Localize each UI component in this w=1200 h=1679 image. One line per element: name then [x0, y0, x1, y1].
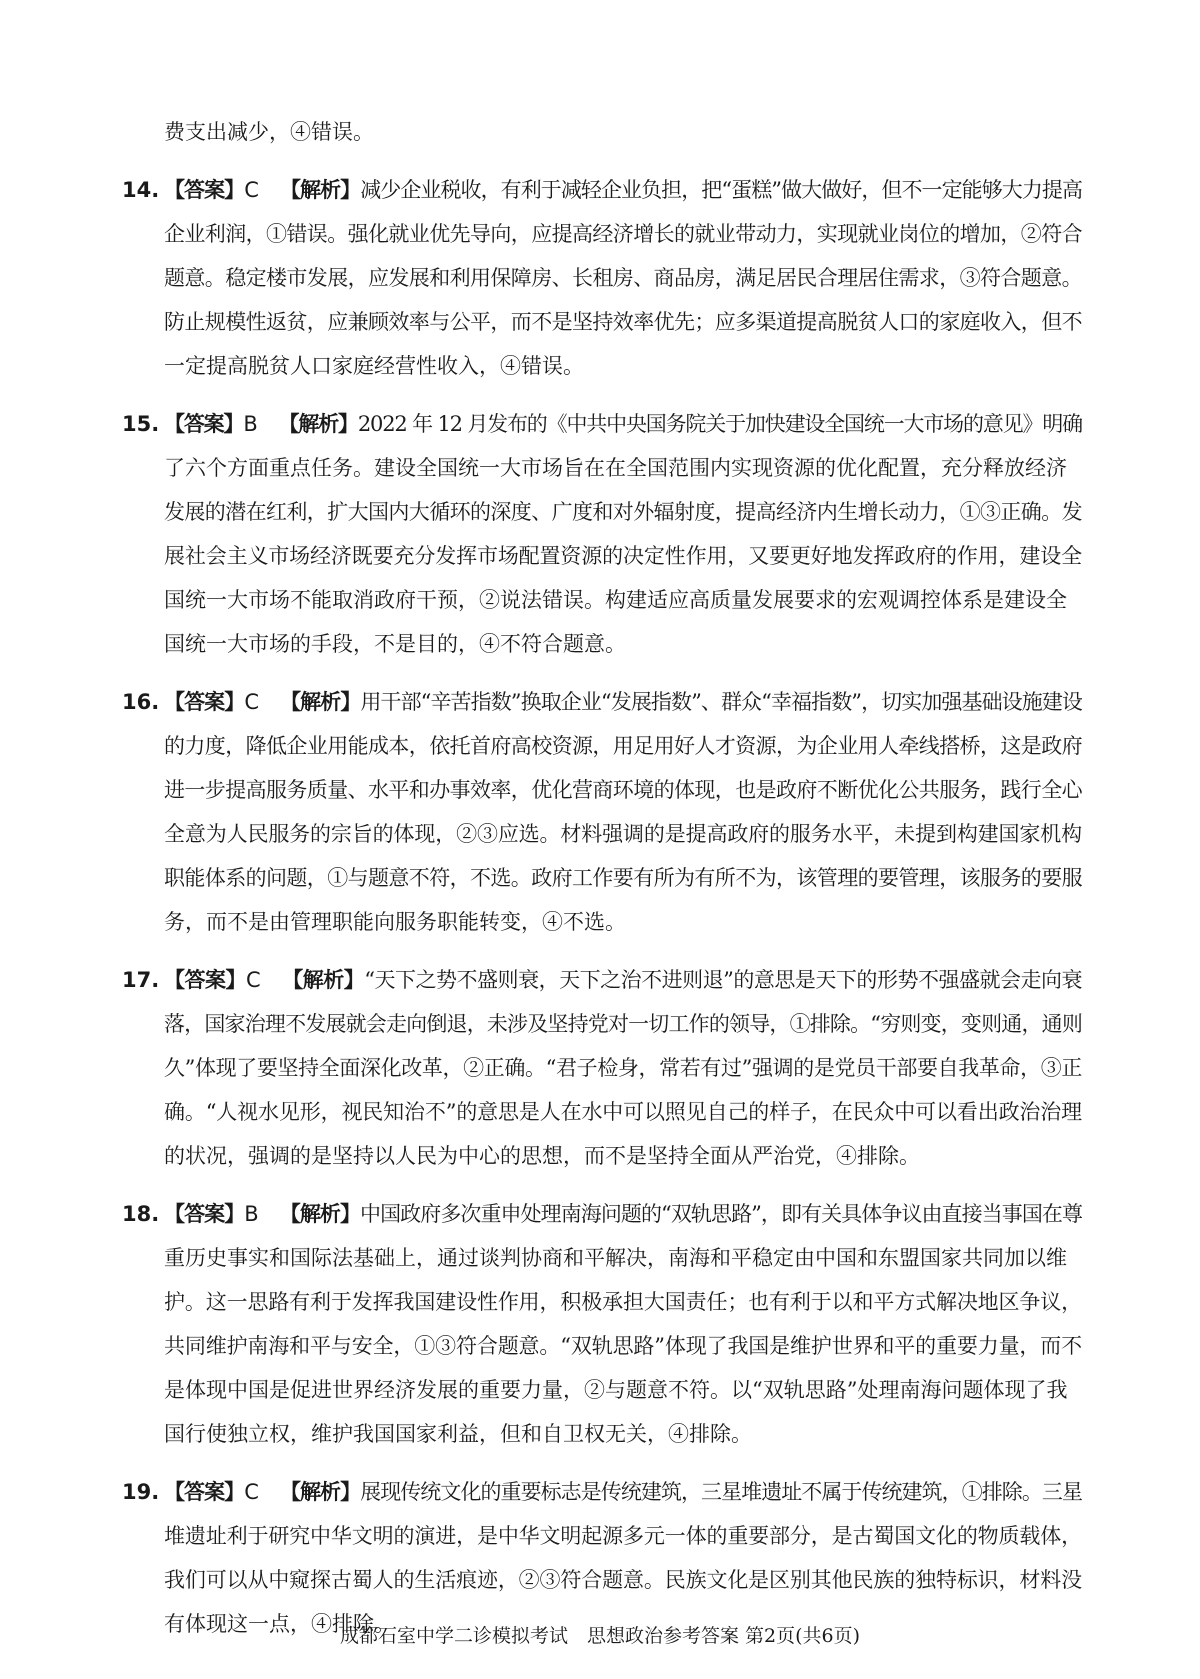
answer-text-line: [164, 958, 1082, 1002]
analysis-text: 减少企业税收，有利于减轻企业负担，把“蛋糕”做大做好，但不一定能够大力提高: [360, 178, 1082, 202]
answer-item: [122, 1470, 1082, 1646]
answer-text-line: 落，国家治理不发展就会走向倒退，未涉及坚持党对一切工作的领导，①排除。“穷则变，变则通，通则: [164, 1012, 1082, 1036]
answer-text: [122, 402, 1082, 666]
answer-text-line: 进一步提高服务质量、水平和办事效率，优化营商环境的体现，也是政府不断优化公共服务，践行全心: [164, 778, 1082, 802]
answer-text-line: 护。这一思路有利于发挥我国建设性作用，积极承担大国责任；也有利于以和平方式解决地区争议，: [164, 1290, 1082, 1314]
answer-text-line: 企业利润，①错误。强化就业优先导向，应提高经济增长的就业带动力，实现就业岗位的增加，②符合: [164, 222, 1082, 246]
answer-letter: B: [243, 412, 257, 436]
question-number: 14.: [122, 178, 160, 202]
answer-text: [122, 1470, 1082, 1646]
answer-text-line: 国统一大市场不能取消政府干预，②说法错误。构建适应高质量发展要求的宏观调控体系是建设全: [164, 588, 1067, 612]
answer-text-line: 共同维护南海和平与安全，①③符合题意。“双轨思路”体现了我国是维护世界和平的重要力量，而不: [164, 1334, 1082, 1358]
answer-letter: C: [244, 690, 259, 714]
answer-item: [122, 1192, 1082, 1456]
answer-text-line: 国统一大市场的手段，不是目的，④不符合题意。: [164, 632, 626, 656]
answer-text-line: [164, 168, 1082, 212]
answer-text-line: 重历史事实和国际法基础上，通过谈判协商和平解决，南海和平稳定由中国和东盟国家共同加以维: [164, 1246, 1067, 1270]
analysis-text: 展现传统文化的重要标志是传统建筑，三星堆遗址不属于传统建筑，①排除。三星: [360, 1480, 1082, 1504]
answer-text-line: 确。“人视水见形，视民知治不”的意思是人在水中可以照见自己的样子，在民众中可以看出政治治理: [164, 1100, 1082, 1124]
question-number: 18.: [122, 1202, 160, 1226]
answer-text-line: 是体现中国是促进世界经济发展的重要力量，②与题意不符。以“双轨思路”处理南海问题体现了我: [164, 1378, 1068, 1402]
answer-text: [122, 168, 1082, 388]
analysis-tag: 【解析】: [278, 411, 358, 436]
answer-tag: 【答案】: [164, 1201, 245, 1226]
answer-text-line: 题意。稳定楼市发展，应发展和利用保障房、长租房、商品房，满足居民合理居住需求，③符合题意。: [164, 266, 1082, 290]
answer-text-line: [164, 402, 1082, 446]
answer-text-line: [164, 680, 1082, 724]
page-footer: 成都石室中学二诊模拟考试 思想政治参考答案 第2页(共6页): [339, 1625, 861, 1647]
answer-item-list: [122, 168, 1082, 1646]
answer-letter: C: [246, 968, 261, 992]
answer-text-line: 发展的潜在红利，扩大国内大循环的深度、广度和对外辐射度，提高经济内生增长动力，①③正确。发: [164, 500, 1082, 524]
answer-text-line: [164, 1192, 1082, 1236]
answer-content: [122, 110, 1082, 1646]
question-number: 17.: [122, 968, 160, 992]
answer-text: [122, 1192, 1082, 1456]
answer-text-line: 久”体现了要坚持全面深化改革，②正确。“君子检身，常若有过”强调的是党员干部要自我革命，③正: [164, 1056, 1082, 1080]
analysis-text: “天下之势不盛则衰，天下之治不进则退”的意思是天下的形势不强盛就会走向衰: [364, 968, 1082, 992]
answer-tag: 【答案】: [164, 411, 244, 436]
answer-tag: 【答案】: [164, 177, 245, 202]
answer-text-line: 有体现这一点，④排除。: [164, 1612, 395, 1636]
answer-text-line: 务，而不是由管理职能向服务职能转变，④不选。: [164, 910, 626, 934]
answer-text-line: 防止规模性返贫，应兼顾效率与公平，而不是坚持效率优先；应多渠道提高脱贫人口的家庭收入，但不: [164, 310, 1082, 334]
analysis-tag: 【解析】: [279, 177, 361, 202]
answer-text-line: 了六个方面重点任务。建设全国统一大市场旨在在全国范围内实现资源的优化配置，充分释放经济: [164, 456, 1067, 480]
answer-text: [122, 680, 1082, 944]
question-number: 19.: [122, 1480, 160, 1504]
analysis-text: 中国政府多次重申处理南海问题的“双轨思路”，即有关具体争议由直接当事国在尊: [360, 1202, 1082, 1226]
answer-text-line: 我们可以从中窥探古蜀人的生活痕迹，②③符合题意。民族文化是区别其他民族的独特标识，材料没: [164, 1568, 1082, 1592]
answer-text-line: 一定提高脱贫人口家庭经营性收入，④错误。: [164, 354, 584, 378]
answer-text-line: 职能体系的问题，①与题意不符，不选。政府工作要有所为有所不为，该管理的要管理，该服务的要服: [164, 866, 1082, 890]
answer-text-line: 的力度，降低企业用能成本，依托首府高校资源，用足用好人才资源，为企业用人牵线搭桥，这是政府: [164, 734, 1082, 758]
answer-tag: 【答案】: [164, 967, 247, 992]
analysis-tag: 【解析】: [282, 967, 365, 992]
answer-text-line: 全意为人民服务的宗旨的体现，②③应选。材料强调的是提高政府的服务水平，未提到构建国家机构: [164, 822, 1082, 846]
analysis-text: 2022 年 12 月发布的《中共中央国务院关于加快建设全国统一大市场的意见》明确: [357, 412, 1082, 436]
answer-tag: 【答案】: [164, 1479, 245, 1504]
answer-item: [122, 680, 1082, 944]
answer-text-line: 国行使独立权，维护我国国家利益，但和自卫权无关，④排除。: [164, 1422, 752, 1446]
question-number: 16.: [122, 690, 160, 714]
continuation-line: 费支出减少，④错误。: [164, 120, 374, 144]
analysis-tag: 【解析】: [279, 1479, 361, 1504]
answer-text-line: 展社会主义市场经济既要充分发挥市场配置资源的决定性作用，又要更好地发挥政府的作用，建设全: [164, 544, 1082, 568]
answer-text: [122, 958, 1082, 1178]
answer-text-line: 的状况，强调的是坚持以人民为中心的思想，而不是坚持全面从严治党，④排除。: [164, 1144, 920, 1168]
analysis-tag: 【解析】: [280, 689, 361, 714]
answer-item: [122, 958, 1082, 1178]
analysis-text: 用干部“辛苦指数”换取企业“发展指数”、群众“幸福指数”，切实加强基础设施建设: [360, 690, 1082, 714]
answer-letter: C: [244, 178, 258, 202]
answer-letter: C: [244, 1480, 258, 1504]
analysis-tag: 【解析】: [279, 1201, 361, 1226]
answer-letter: B: [244, 1202, 258, 1226]
answer-item: [122, 168, 1082, 388]
answer-item: [122, 402, 1082, 666]
answer-text-line: 堆遗址利于研究中华文明的演进，是中华文明起源多元一体的重要部分，是古蜀国文化的物质载体，: [164, 1524, 1082, 1548]
answer-tag: 【答案】: [164, 689, 245, 714]
question-number: 15.: [122, 412, 160, 436]
answer-text-line: [164, 1470, 1082, 1514]
